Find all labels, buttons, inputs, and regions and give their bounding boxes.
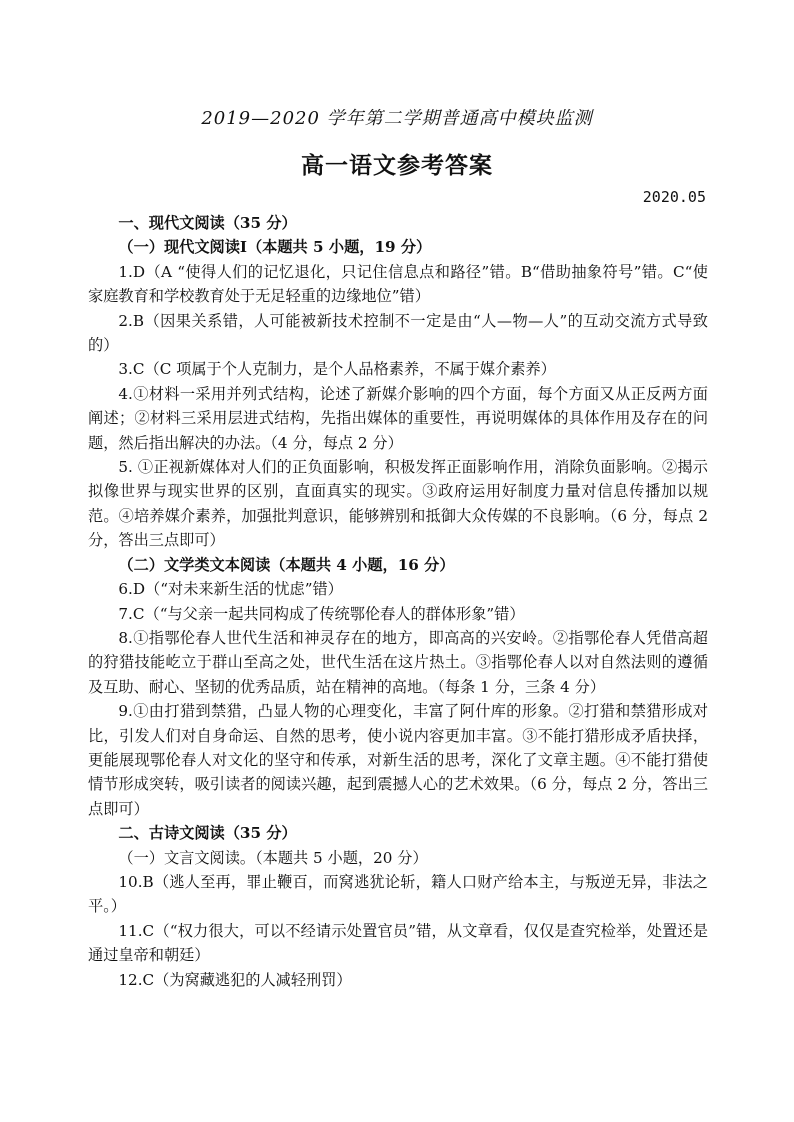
paragraph: 6.D（“对未来新生活的忧虑”错） <box>118 580 343 599</box>
paragraph: （一）文言文阅读。（本题共 5 小题，20 分） <box>118 848 428 867</box>
exam-title: 2019—2020 学年第二学期普通高中模块监测 <box>201 108 593 129</box>
page-title: 高一语文参考答案 <box>301 152 493 179</box>
paragraph: 1.D（A “使得人们的记忆退化，只记住信息点和路径”错。B“借助抽象符号”错。C“使家庭教育和学校教育处于无足轻重的边缘地位”错） <box>88 262 708 306</box>
paragraph: （二）文学类文本阅读（本题共 4 小题，16 分） <box>118 555 455 574</box>
paragraph: 2.B（因果关系错，人可能被新技术控制不一定是由“人—物—人”的互动交流方式导致的） <box>88 311 708 355</box>
paragraph: 12.C（为窝藏逃犯的人减轻刑罚） <box>118 970 352 989</box>
paragraph: 一、现代文阅读（35 分） <box>118 214 297 232</box>
paragraph: （一）现代文阅读Ⅰ（本题共 5 小题，19 分） <box>118 238 432 257</box>
paragraph: 11.C（“权力很大，可以不经请示处置官员”错，从文章看，仅仅是查究检举，处置还是通过皇帝和朝廷） <box>88 921 708 965</box>
paragraph: 二、古诗文阅读（35 分） <box>118 824 297 843</box>
paragraph: 9.①由打猎到禁猎，凸显人物的心理变化，丰富了阿什库的形象。②打猎和禁猎形成对比，引发人们对自身命运、自然的思考，使小说内容更加丰富。③不能打猎形成矛盾抉择，更能展现鄂伦春人对文化的坚守和传承，对新生活的思考，深化了文章主题。④不能打猎使情节形成突转，吸引读者的阅读兴趣，起到震撼人心的艺术效果。（6 分，每点 2 分，答出三点即可） <box>88 702 708 818</box>
paragraph: 4.①材料一采用并列式结构，论述了新媒介影响的四个方面，每个方面又从正反两方面阐述；②材料三采用层进式结构，先指出媒体的重要性，再说明媒体的具体作用及存在的问题，然后指出解决的办法。（4 分，每点 2 分） <box>88 384 708 452</box>
answer-body <box>88 211 708 992</box>
paragraph: 10.B（逃人至再，罪止鞭百，而窝逃犹论斩，籍人口财产给本主，与叛逆无异，非法之平。） <box>88 872 708 916</box>
paragraph: 3.C（C 项属于个人克制力，是个人品格素养，不属于媒介素养） <box>118 360 556 379</box>
document-date: 2020.05 <box>642 188 706 206</box>
paragraph: 5. ①正视新媒体对人们的正负面影响，积极发挥正面影响作用，消除负面影响。②揭示拟像世界与现实世界的区别，直面真实的现实。③政府运用好制度力量对信息传播加以规范。④培养媒介素养，加强批判意识，能够辨别和抵御大众传媒的不良影响。（6 分，每点 2 分，答出三点即可） <box>88 458 708 550</box>
paragraph: 8.①指鄂伦春人世代生活和神灵存在的地方，即高高的兴安岭。②指鄂伦春人凭借高超的狩猎技能屹立于群山至高之处，世代生活在这片热土。③指鄂伦春人以对自然法则的遵循及互助、耐心、坚韧的优秀品质，站在精神的高地。（每条 1 分，三条 4 分） <box>88 628 708 696</box>
paragraph: 7.C（“与父亲一起共同构成了传统鄂伦春人的群体形象”错） <box>118 604 525 623</box>
